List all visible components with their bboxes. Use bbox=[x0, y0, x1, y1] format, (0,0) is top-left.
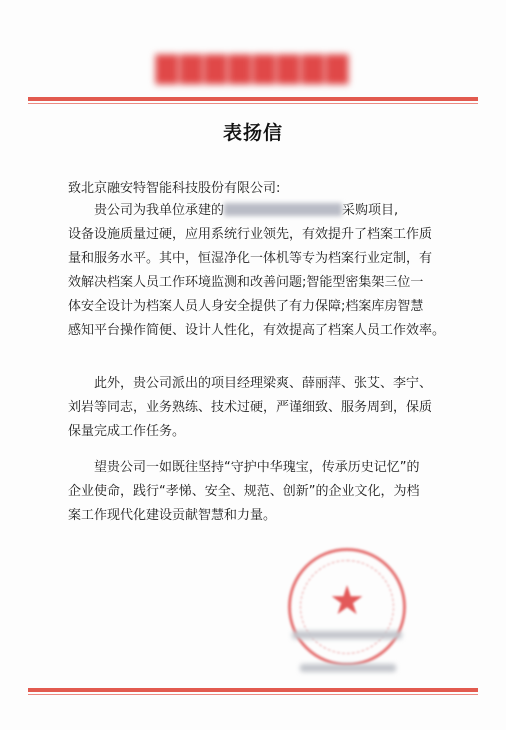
paragraph-line: 案工作现代化建设贡献智慧和力量。 bbox=[68, 508, 277, 523]
paragraph-line: 体安全设计为档案人员人身安全提供了有力保障;档案库房智慧 bbox=[68, 299, 424, 314]
paragraph-line: 刘岩等同志，业务熟练、技术过硬，严谨细致、服务周到，保质 bbox=[68, 400, 433, 415]
redacted-signature bbox=[292, 631, 402, 639]
letter-paragraph-1 bbox=[68, 199, 448, 343]
letter-addressee: 致北京融安特智能科技股份有限公司: bbox=[68, 181, 281, 196]
paragraph-line: 企业使命，践行“孝悌、安全、规范、创新”的企业文化，为档 bbox=[68, 484, 420, 499]
redacted-date bbox=[300, 664, 396, 672]
paragraph-line: 贵公司为我单位承建的 采购项目, bbox=[94, 203, 399, 218]
letterhead-rule-thin bbox=[28, 103, 478, 104]
letter-title: 表扬信 bbox=[222, 122, 283, 144]
footer-rule-thin bbox=[28, 694, 478, 695]
paragraph-line: 保量完成工作任务。 bbox=[68, 424, 186, 439]
paragraph-line: 此外，贵公司派出的项目经理梁爽、薛丽萍、张艾、李宁、 bbox=[94, 376, 433, 391]
letter-paragraph-2 bbox=[68, 372, 448, 444]
paragraph-line: 感知平台操作简便、设计人性化，有效提高了档案人员工作效率。 bbox=[68, 323, 446, 338]
paragraph-line: 量和服务水平。其中，恒湿净化一体机等专为档案行业定制，有 bbox=[68, 251, 433, 266]
letter-paragraph-3 bbox=[68, 456, 448, 528]
footer-rule bbox=[28, 688, 478, 692]
star-icon: ★ bbox=[329, 578, 365, 624]
letterhead-blurred: ▇▇▇▇▇▇▇▇ bbox=[155, 50, 351, 84]
paragraph-line: 望贵公司一如既往坚持“守护中华瑰宝，传承历史记忆”的 bbox=[94, 460, 420, 475]
paragraph-line: 效解决档案人员工作环境监测和改善问题;智能型密集架三位一 bbox=[68, 275, 424, 290]
official-seal bbox=[288, 548, 406, 666]
paragraph-line: 设备设施质量过硬，应用系统行业领先，有效提升了档案工作质 bbox=[68, 227, 433, 242]
redacted-project-name bbox=[224, 203, 342, 216]
letterhead-rule bbox=[28, 97, 478, 101]
